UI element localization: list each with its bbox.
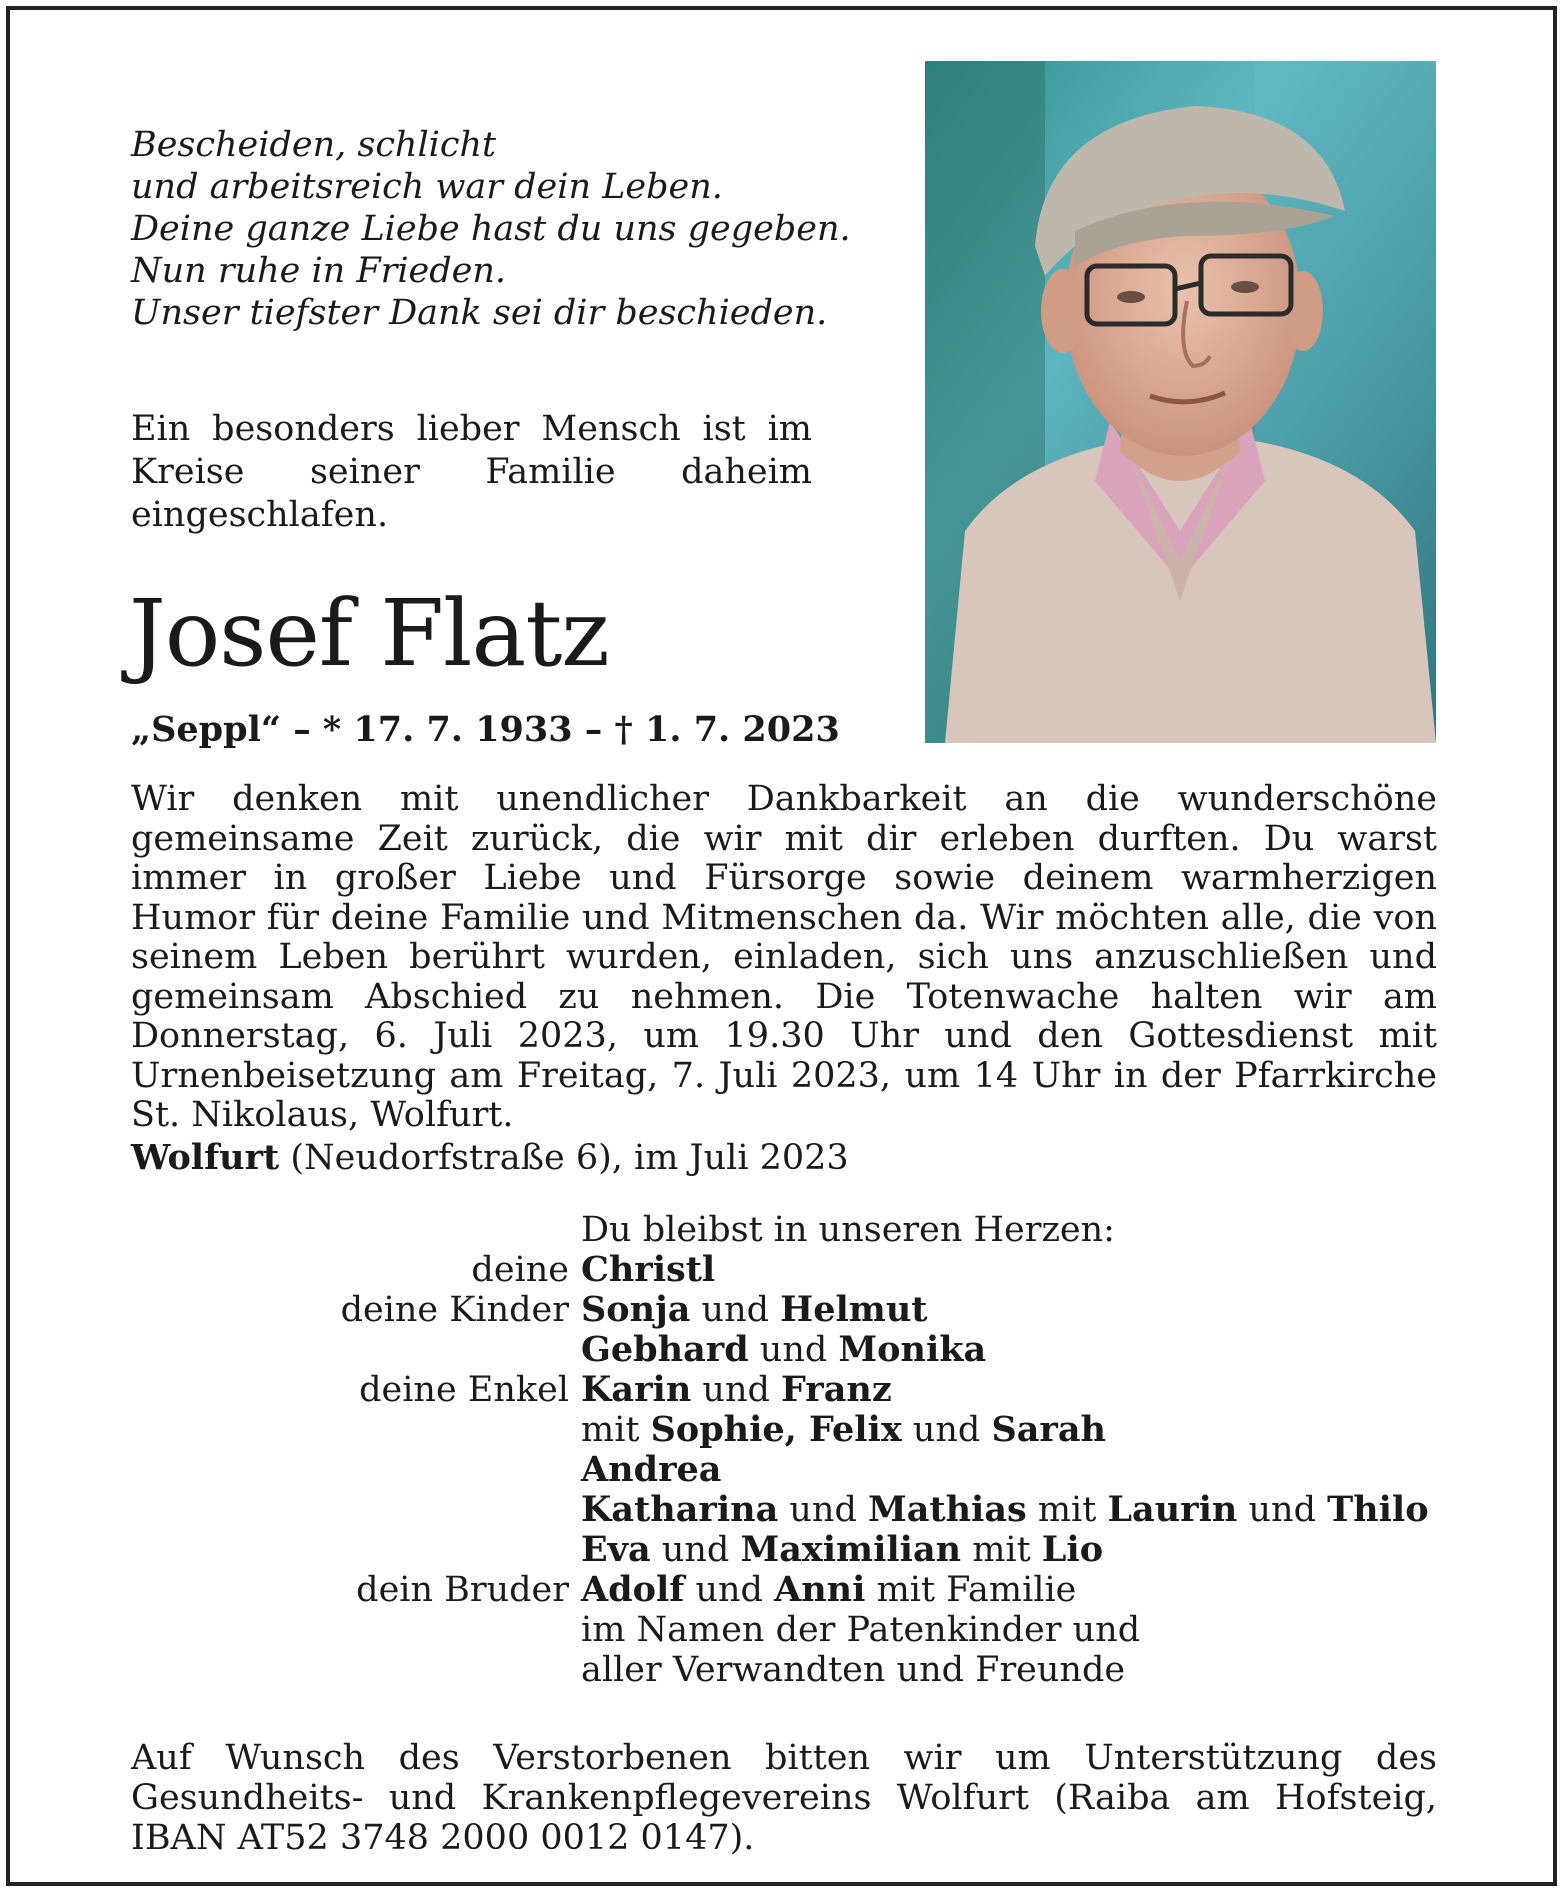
- mourner-relation: [131, 1650, 581, 1690]
- mourner-name: Lio: [1041, 1529, 1104, 1570]
- mourner-name: Monika: [838, 1329, 987, 1370]
- mourner-name: Sophie, Felix: [650, 1409, 902, 1450]
- mourner-connector: und: [1237, 1490, 1328, 1530]
- mourner-name: Sonja: [581, 1289, 691, 1330]
- mourner-connector: und: [690, 1290, 781, 1330]
- mourner-name: Adolf: [581, 1569, 685, 1610]
- mourner-name: Helmut: [780, 1289, 928, 1330]
- mourner-names: [581, 1450, 721, 1490]
- mourner-relation: deine: [471, 1250, 569, 1290]
- mourner-relation: [131, 1410, 581, 1450]
- mourners-block: [131, 1210, 1441, 1690]
- mourner-connector: und: [684, 1570, 775, 1610]
- mourner-names: [581, 1410, 1106, 1450]
- mourner-row: [131, 1330, 1441, 1370]
- mourner-row: [131, 1410, 1441, 1450]
- mourner-relation: [131, 1450, 581, 1490]
- poem-line: Unser tiefster Dank sei dir beschieden.: [131, 293, 828, 333]
- mourner-connector: mit: [1026, 1490, 1108, 1530]
- portrait-photo: [925, 61, 1436, 743]
- mourner-name: Karin: [581, 1369, 692, 1410]
- poem-line: Nun ruhe in Frieden.: [131, 251, 507, 291]
- poem: [131, 124, 851, 334]
- mourner-name: Anni: [774, 1569, 866, 1610]
- mourner-names: [581, 1490, 1429, 1530]
- mourner-name: Franz: [781, 1369, 892, 1410]
- poem-line: Bescheiden, schlicht: [131, 125, 497, 165]
- mourner-name: Laurin: [1107, 1489, 1238, 1530]
- mourner-relation: dein Bruder: [356, 1570, 569, 1610]
- mourner-name: Katharina: [581, 1489, 779, 1530]
- deceased-name: Josef Flatz: [129, 580, 609, 687]
- mourner-connector: mit: [961, 1530, 1042, 1570]
- mourner-relation: [131, 1330, 581, 1370]
- mourner-name: Christl: [581, 1249, 716, 1290]
- mourner-connector: und: [650, 1530, 741, 1570]
- mourner-connector: und: [748, 1330, 839, 1370]
- mourner-relation: [131, 1490, 581, 1530]
- mourner-row: [131, 1650, 1441, 1690]
- mourner-relation: [131, 1610, 581, 1650]
- mourner-row: [131, 1570, 1441, 1610]
- poem-line: Deine ganze Liebe hast du uns gegeben.: [131, 209, 851, 249]
- life-dates: „Seppl“ – * 17. 7. 1933 – † 1. 7. 2023: [131, 709, 840, 750]
- mourner-relation: [131, 1530, 581, 1570]
- mourner-names: [581, 1530, 1103, 1570]
- mourner-names: [581, 1610, 1140, 1650]
- mourner-names: [581, 1250, 715, 1290]
- mourner-name: Andrea: [581, 1449, 722, 1490]
- mourner-list: [131, 1250, 1441, 1690]
- mourners-heading: Du bleibst in unseren Herzen:: [581, 1210, 1115, 1250]
- mourner-row: [131, 1530, 1441, 1570]
- place-town: Wolfurt: [131, 1137, 280, 1178]
- mourner-row: [131, 1250, 1441, 1290]
- mourner-relation: deine Enkel: [359, 1370, 569, 1410]
- mourner-row: [131, 1450, 1441, 1490]
- poem-line: und arbeitsreich war dein Leben.: [131, 167, 723, 207]
- mourner-connector: mit: [581, 1410, 651, 1450]
- place-detail: (Neudorfstraße 6), im Juli 2023: [279, 1138, 849, 1178]
- place-line: [131, 1136, 849, 1180]
- mourners-heading-row: [131, 1210, 1441, 1250]
- mourner-name: Mathias: [868, 1489, 1027, 1530]
- mourner-names: [581, 1290, 927, 1330]
- mourner-connector: und: [778, 1490, 869, 1530]
- mourner-row: [131, 1370, 1441, 1410]
- mourner-connector: aller Verwandten und Freunde: [581, 1650, 1126, 1690]
- mourner-row: [131, 1610, 1441, 1650]
- mourner-names: [581, 1370, 892, 1410]
- mourner-names: [581, 1570, 1076, 1610]
- mourner-connector: im Namen der Patenkinder und: [581, 1610, 1141, 1650]
- mourner-names: [581, 1650, 1125, 1690]
- mourner-name: Eva: [581, 1529, 651, 1570]
- intro-text: Ein besonders lieber Mensch ist im Kreise seiner Familie daheim eingeschlafen.: [131, 409, 812, 535]
- mourner-connector: mit Familie: [865, 1570, 1077, 1610]
- mourner-name: Sarah: [991, 1409, 1106, 1450]
- mourner-relation: deine Kinder: [340, 1290, 569, 1330]
- mourner-row: [131, 1290, 1441, 1330]
- body-text: Wir denken mit unendlicher Dankbarkeit an die wunderschöne gemeinsame Zeit zurück, die wir mit dir erleben durften. Du warst immer in großer Liebe und Fürsorge sowie deinem warmherzigen Humor für deine Familie und Mitmenschen da. Wir möchten alle, die von seinem Leben berührt wurden, einladen, sich uns anzuschließen und gemeinsam Abschied zu nehmen. Die Totenwache halten wir am Donnerstag, 6. Juli 2023, um 19.30 Uhr und den Gottesdienst mit Urnenbeisetzung am Freitag, 7. Juli 2023, um 14 Uhr in der Pfarrkirche St. Nikolaus, Wolfurt.: [131, 779, 1437, 1135]
- mourner-name: Thilo: [1327, 1489, 1429, 1530]
- closing-text: Auf Wunsch des Verstorbenen bitten wir um Unterstützung des Gesundheits- und Krankenpflegevereins Wolfurt (Raiba am Hofsteig, IBAN AT52 3748 2000 0012 0147).: [131, 1738, 1437, 1858]
- mourner-connector: und: [901, 1410, 992, 1450]
- mourner-connector: und: [691, 1370, 782, 1410]
- mourner-names: [581, 1330, 986, 1370]
- mourner-row: [131, 1490, 1441, 1530]
- mourner-name: Maximilian: [740, 1529, 962, 1570]
- mourner-name: Gebhard: [581, 1329, 749, 1370]
